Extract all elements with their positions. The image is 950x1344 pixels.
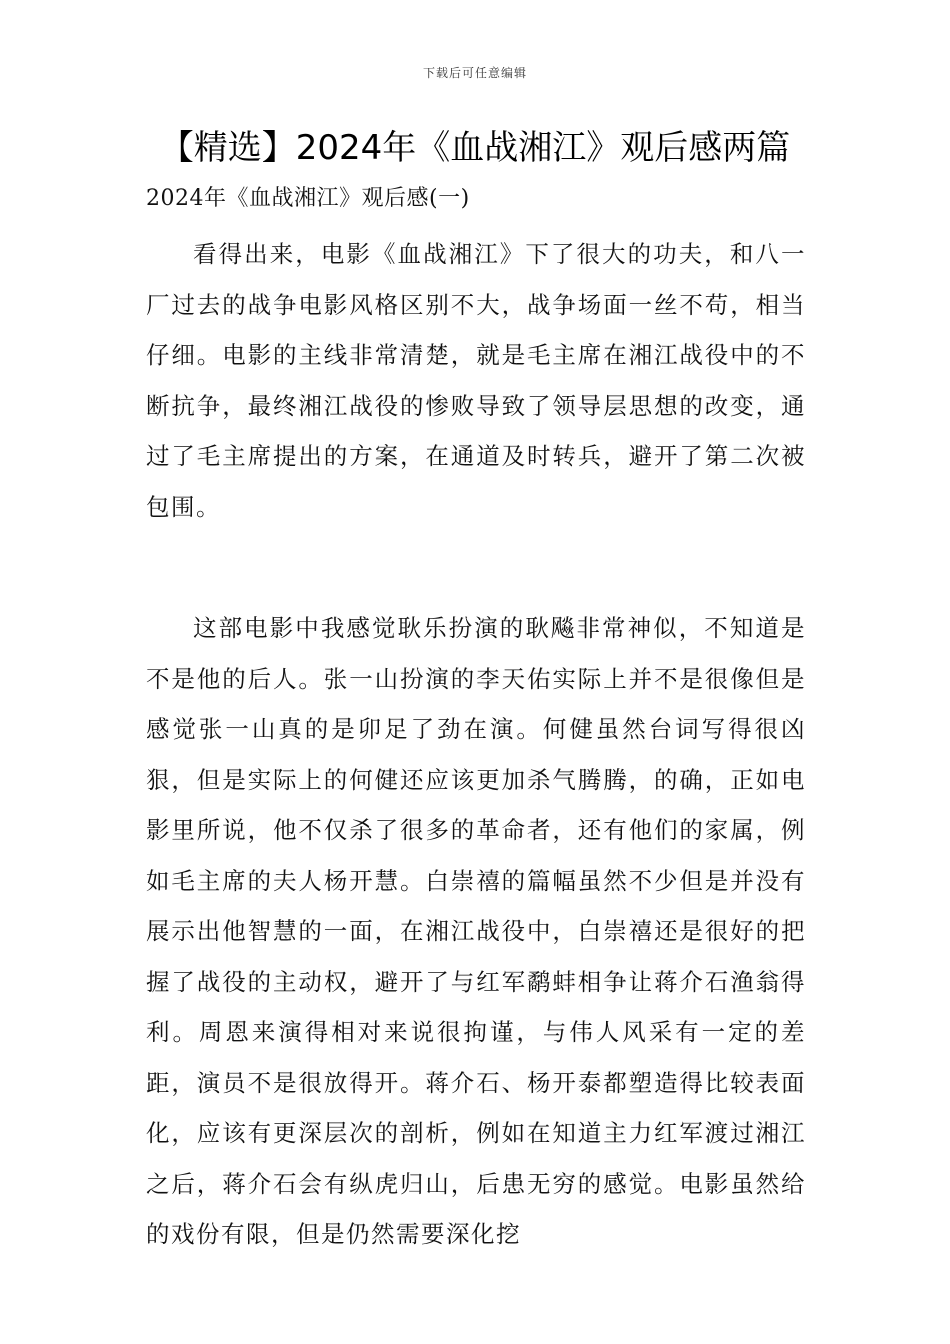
paragraph-2: 这部电影中我感觉耿乐扮演的耿飚非常神似，不知道是不是他的后人。张一山扮演的李天佑实际上并不是很像但是感觉张一山真的是卯足了劲在演。何健虽然台词写得很凶狠，但是实际上的何健还应该更加杀气腾腾，的确，正如电影里所说，他不仅杀了很多的革命者，还有他们的家属，例如毛主席的夫人杨开慧。白崇禧的篇幅虽然不少但是并没有展示出他智慧的一面，在湘江战役中，白崇禧还是很好的把握了战役的主动权，避开了与红军鹬蚌相争让蒋介石渔翁得利。周恩来演得相对来说很拘谨，与伟人风采有一定的差距，演员不是很放得开。蒋介石、杨开泰都塑造得比较表面化，应该有更深层次的剖析，例如在知道主力红军渡过湘江之后，蒋介石会有纵虎归山，后患无穷的感觉。电影虽然给的戏份有限，但是仍然需要深化挖 xyxy=(146,614,806,1248)
paragraph-1: 看得出来，电影《血战湘江》下了很大的功夫，和八一厂过去的战争电影风格区别不大，战争场面一丝不苟，相当仔细。电影的主线非常清楚，就是毛主席在湘江战役中的不断抗争，最终湘江战役的惨败导致了领导层思想的改变，通过了毛主席提出的方案，在通道及时转兵，避开了第二次被包围。 xyxy=(146,240,806,521)
header-note: 下载后可任意编辑 xyxy=(422,66,527,80)
document-title: 【精选】2024年《血战湘江》观后感两篇 xyxy=(159,128,791,168)
section-subtitle: 2024年《血战湘江》观后感(一) xyxy=(146,186,470,211)
document-body xyxy=(146,178,806,1260)
